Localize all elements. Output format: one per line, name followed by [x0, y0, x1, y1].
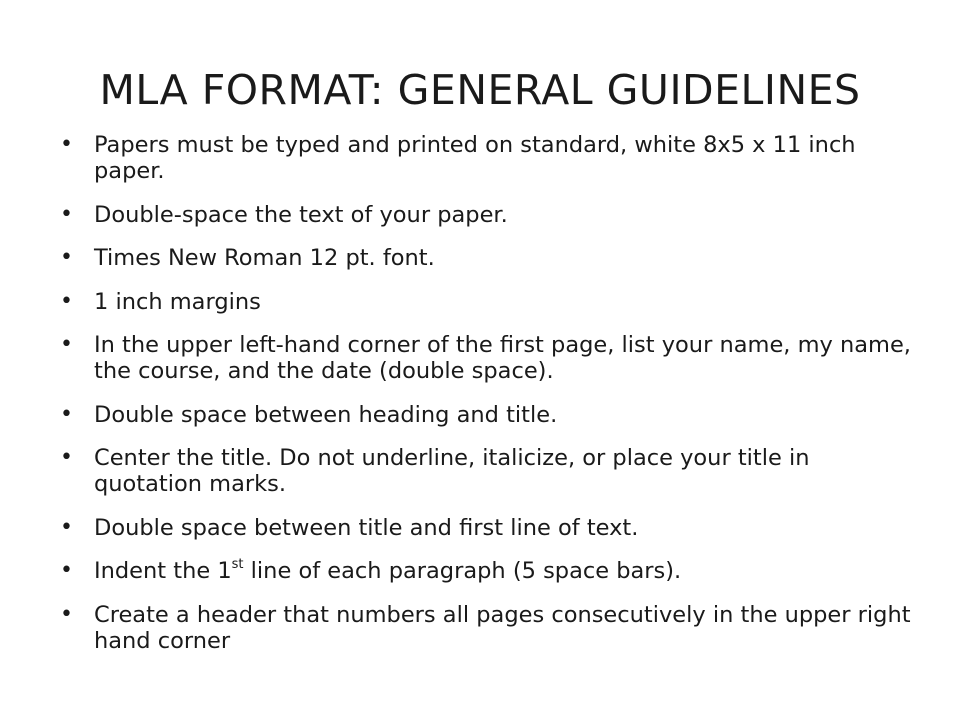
bullet-item [0, 602, 960, 654]
bullet-dot-icon: • [60, 558, 73, 583]
bullet-list [0, 132, 960, 671]
bullet-item [0, 289, 960, 315]
bullet-text: Double space between heading and title. [94, 401, 558, 428]
bullet-text: In the upper left-hand corner of the first page, list your name, my name, the course, and the date (double space). [94, 332, 911, 384]
bullet-dot-icon: • [60, 288, 73, 314]
bullet-item [0, 402, 960, 428]
bullet-item [0, 515, 960, 541]
bullet-text: Double space between title and first line of text. [94, 514, 639, 541]
bullet-dot-icon: • [60, 201, 73, 227]
bullet-text: Papers must be typed and printed on standard, white 8x5 x 11 inch paper. [94, 132, 856, 184]
bullet-dot-icon: • [60, 132, 73, 157]
bullet-text-part: line of each paragraph (5 space bars). [243, 558, 682, 584]
bullet-dot-icon: • [60, 332, 73, 357]
bullet-text: Center the title. Do not underline, italicize, or place your title in quotation marks. [94, 445, 810, 497]
bullet-dot-icon: • [60, 445, 73, 470]
bullet-text-part: Indent the 1 [94, 558, 232, 584]
ordinal-superscript: st [231, 556, 244, 572]
bullet-dot-icon: • [60, 401, 73, 427]
bullet-text: Double-space the text of your paper. [94, 201, 508, 228]
bullet-dot-icon: • [60, 601, 73, 627]
bullet-text [94, 558, 920, 584]
bullet-item [0, 332, 960, 384]
bullet-text: 1 inch margins [94, 288, 261, 315]
bullet-text: Times New Roman 12 pt. font. [94, 245, 435, 271]
bullet-dot-icon: • [60, 514, 73, 540]
slide-title: MLA FORMAT: GENERAL GUIDELINES [99, 66, 861, 114]
bullet-item [0, 445, 960, 497]
bullet-item [0, 245, 960, 271]
bullet-item [0, 558, 960, 584]
bullet-item [0, 202, 960, 228]
bullet-item [0, 132, 960, 184]
bullet-dot-icon: • [60, 245, 73, 270]
bullet-text: Create a header that numbers all pages consecutively in the upper right hand corner [94, 601, 911, 654]
